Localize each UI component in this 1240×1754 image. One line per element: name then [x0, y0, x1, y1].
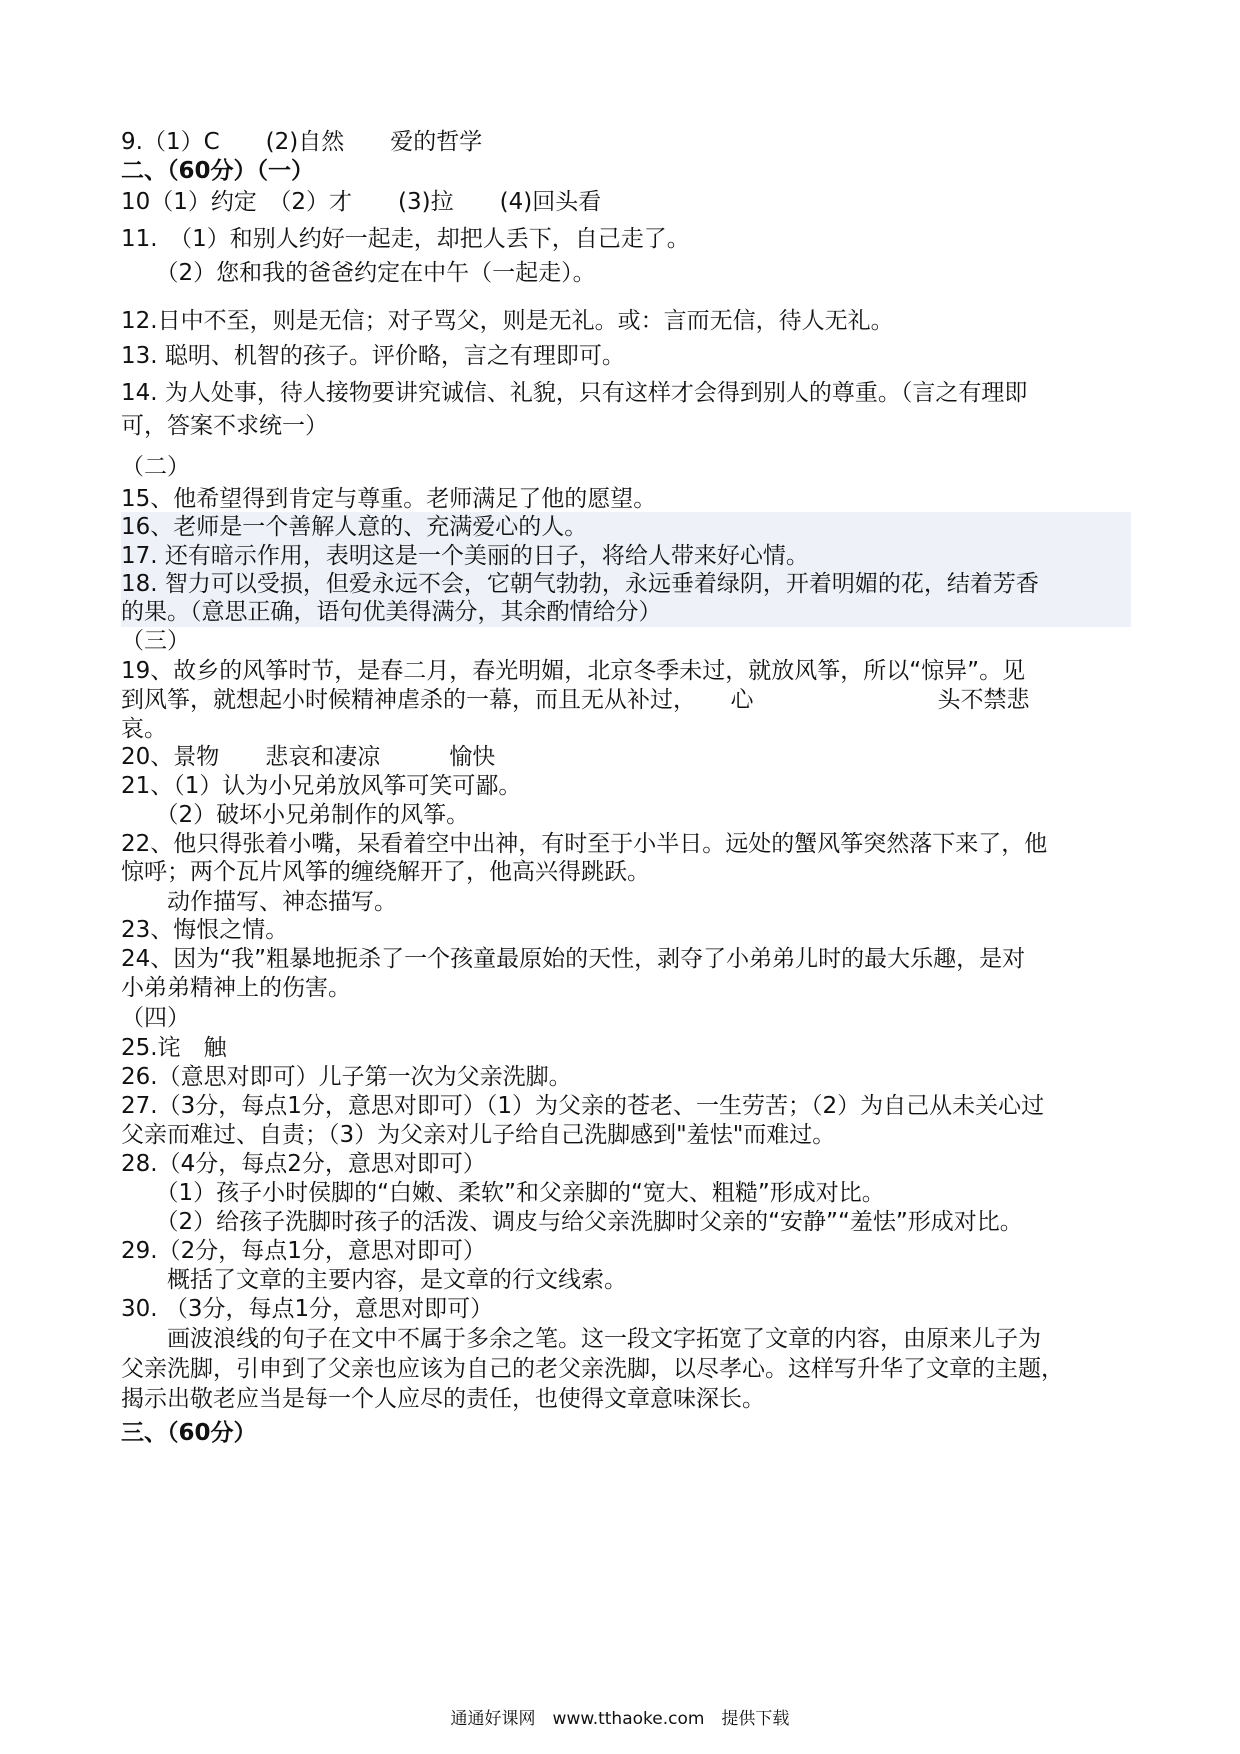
text-line: 10（1）约定 （2）才 (3)拉 (4)回头看: [121, 189, 602, 215]
text-line: （2）给孩子洗脚时孩子的活泼、调皮与给父亲洗脚时父亲的“安静”“羞怯”形成对比。: [121, 1209, 1023, 1235]
text-line: 父亲而难过、自责；（3）为父亲对儿子给自己洗脚感到"羞怯"而难过。: [121, 1122, 836, 1148]
text-line: 21、（1）认为小兄弟放风筝可笑可鄙。: [121, 773, 522, 799]
text-line: 概括了文章的主要内容，是文章的行文线索。: [121, 1267, 627, 1293]
text-line: 27.（3分，每点1分，意思对即可）（1）为父亲的苍老、一生劳苦；（2）为自己从未关心过: [121, 1093, 1045, 1119]
text-line: （2）破坏小兄弟制作的风筝。: [121, 802, 470, 828]
text-line: 小弟弟精神上的伤害。: [121, 975, 351, 1001]
text-line: 的果。（意思正确，语句优美得满分，其余酌情给分）: [121, 597, 1131, 627]
text-line: 12.日中不至，则是无信；对子骂父，则是无礼。或：言而无信，待人无礼。: [121, 308, 894, 334]
text-line: 16、老师是一个善解人意的、充满爱心的人。: [121, 512, 1131, 542]
text-line: 14. 为人处事，待人接物要讲究诚信、礼貌，只有这样才会得到别人的尊重。（言之有理即: [121, 380, 1028, 406]
text-line: 26.（意思对即可）儿子第一次为父亲洗脚。: [121, 1064, 572, 1090]
text-line: （2）您和我的爸爸约定在中午（一起走）。: [121, 260, 596, 286]
text-line: 23、悔恨之情。: [121, 917, 289, 943]
text-line: 父亲洗脚，引申到了父亲也应该为自己的老父亲洗脚，以尽孝心。这样写升华了文章的主题，: [121, 1356, 1064, 1382]
section-heading: 三、（60分）: [121, 1420, 257, 1446]
text-line: 22、他只得张着小嘴，呆看着空中出神，有时至于小半日。远处的蟹风筝突然落下来了，他: [121, 831, 1048, 857]
text-line: 24、因为“我”粗暴地扼杀了一个孩童最原始的天性，剥夺了小弟弟儿时的最大乐趣，是对: [121, 946, 1026, 972]
text-line: 15、他希望得到肯定与尊重。老师满足了他的愿望。: [121, 486, 657, 512]
text-line: 哀。: [121, 716, 167, 742]
section-heading: （三）: [121, 628, 190, 654]
text-line: 惊呼；两个瓦片风筝的缠绕解开了，他高兴得跳跃。: [121, 859, 650, 885]
text-line: 30. （3分，每点1分，意思对即可）: [121, 1296, 494, 1322]
text-line: 19、故乡的风筝时节，是春二月，春光明媚，北京冬季未过，就放风筝，所以“惊异”。见: [121, 658, 1026, 684]
text-line: 20、景物 悲哀和凄凉 愉快: [121, 744, 496, 770]
section-heading: （二）: [121, 454, 190, 480]
text-line: 9.（1）C (2)自然 爱的哲学: [121, 129, 483, 155]
text-line: 可，答案不求统一）: [121, 413, 328, 439]
text-line: 29.（2分，每点1分，意思对即可）: [121, 1238, 486, 1264]
text-line: 13. 聪明、机智的孩子。评价略，言之有理即可。: [121, 343, 625, 369]
text-line: 17. 还有暗示作用，表明这是一个美丽的日子，将给人带来好心情。: [121, 541, 1131, 571]
text-line: 25.诧 触: [121, 1035, 227, 1061]
section-heading: （四）: [121, 1005, 190, 1031]
footer-credit: 通通好课网 www.tthaoke.com 提供下载: [450, 1709, 790, 1729]
text-line: 到风筝，就想起小时候精神虐杀的一幕，而且无从补过， 心 头不禁悲: [121, 687, 1030, 713]
text-line: 画波浪线的句子在文中不属于多余之笔。这一段文字拓宽了文章的内容，由原来儿子为: [121, 1326, 1041, 1352]
text-line: 揭示出敬老应当是每一个人应尽的责任，也使得文章意味深长。: [121, 1386, 765, 1412]
text-line: （1）孩子小时侯脚的“白嫩、柔软”和父亲脚的“宽大、粗糙”形成对比。: [121, 1180, 885, 1206]
section-heading: 二、（60分）（一）: [121, 158, 315, 184]
text-line: 28.（4分，每点2分，意思对即可）: [121, 1151, 486, 1177]
text-line: 动作描写、神态描写。: [121, 889, 397, 915]
text-line: 11. （1）和别人约好一起走，却把人丢下，自己走了。: [121, 226, 690, 252]
text-line: 18. 智力可以受损，但爱永远不会，它朝气勃勃，永远垂着绿阴，开着明媚的花，结着芳香: [121, 569, 1131, 599]
